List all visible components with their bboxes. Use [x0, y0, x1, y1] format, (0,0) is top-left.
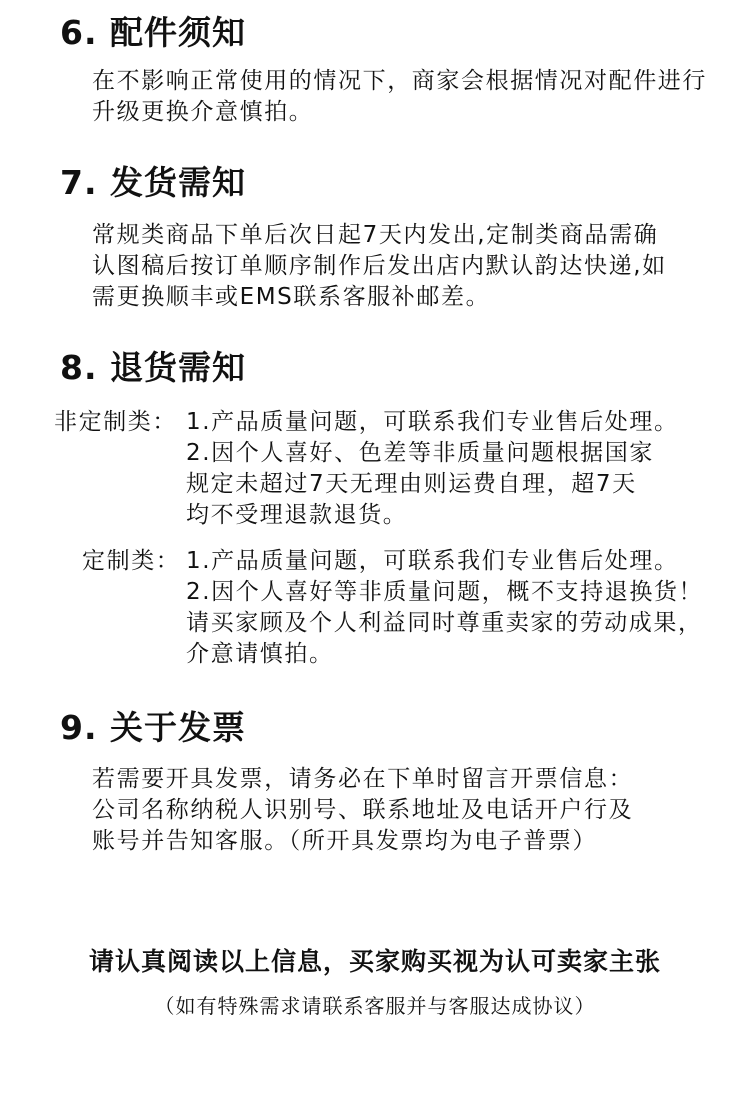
section-9-text: [92, 764, 633, 857]
notice-main: 请认真阅读以上信息，买家购买视为认可卖家主张: [88, 947, 661, 976]
text-line: 认图稿后按订单顺序制作后发出店内默认韵达快递,如: [92, 253, 667, 279]
custom-label: 定制类：: [82, 548, 181, 574]
text-line: 在不影响正常使用的情况下，商家会根据情况对配件进行: [92, 68, 707, 94]
non-custom-rules: [186, 407, 679, 531]
text-line: 规定未超过7天无理由则运费自理，超7天: [186, 471, 637, 497]
section-6-text: [92, 66, 707, 128]
section-6-title: 6. 配件须知: [60, 13, 246, 52]
text-line: 请买家顾及个人利益同时尊重卖家的劳动成果，: [186, 610, 703, 636]
text-line: 需更换顺丰或EMS联系客服补邮差。: [92, 284, 491, 310]
text-line: 1.产品质量问题，可联系我们专业售后处理。: [186, 548, 679, 574]
text-line: 均不受理退款退货。: [186, 502, 408, 528]
text-line: 公司名称纳税人识别号、联系地址及电话开户行及: [92, 797, 634, 823]
text-line: 若需要开具发票，请务必在下单时留言开票信息：: [92, 766, 634, 792]
section-9-title: 9. 关于发票: [60, 708, 246, 747]
section-7-text: [92, 220, 667, 313]
text-line: 1.产品质量问题，可联系我们专业售后处理。: [186, 409, 679, 435]
text-line: 介意请慎拍。: [186, 641, 334, 667]
custom-rules: [186, 546, 703, 670]
text-line: 2.因个人喜好等非质量问题，概不支持退换货！: [186, 579, 704, 605]
section-7-title: 7. 发货需知: [60, 163, 246, 202]
text-line: 升级更换介意慎拍。: [92, 99, 314, 125]
non-custom-label: 非定制类：: [54, 409, 177, 435]
section-8-title: 8. 退货需知: [60, 348, 246, 387]
text-line: 账号并告知客服。（所开具发票均为电子普票）: [92, 828, 598, 854]
notice-sub: （如有特殊需求请联系客服并与客服达成协议）: [154, 994, 596, 1018]
text-line: 2.因个人喜好、色差等非质量问题根据国家: [186, 440, 654, 466]
text-line: 常规类商品下单后次日起7天内发出,定制类商品需确: [92, 222, 659, 248]
